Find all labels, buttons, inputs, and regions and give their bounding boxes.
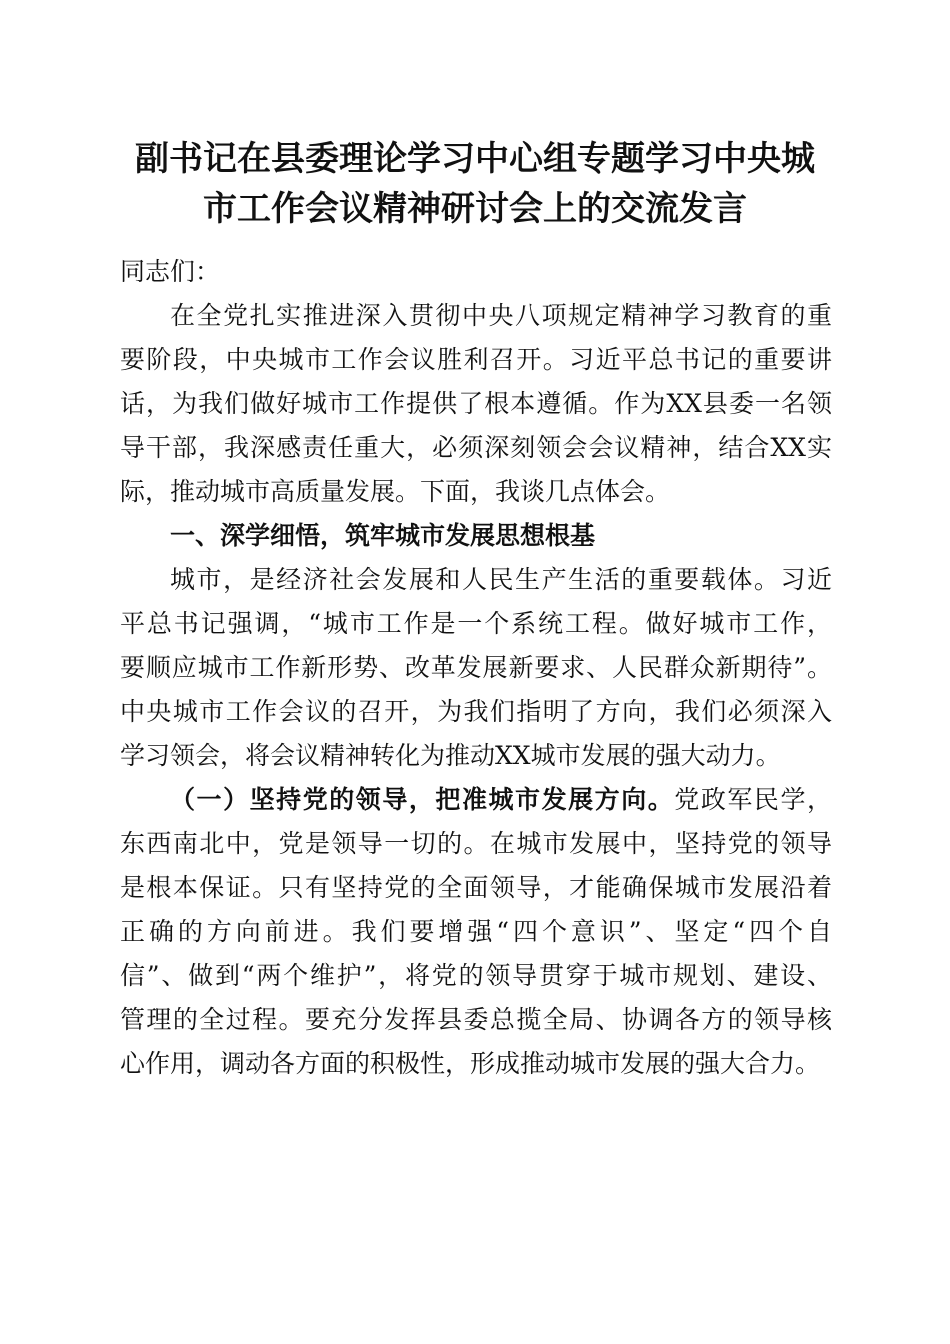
intro-line-1: 在全党扎实推进深入贯彻中央八项规定精神学习教育的重 xyxy=(170,301,832,330)
document-title xyxy=(100,134,850,234)
subsection-heading-1: （一）坚持党的领导，把准城市发展方向。 xyxy=(170,785,675,814)
subsection1-line-7: 心作用，调动各方面的积极性，形成推动城市发展的强大合力。 xyxy=(120,1049,821,1078)
intro-line-3: 话，为我们做好城市工作提供了根本遵循。作为XX县委一名领 xyxy=(120,389,832,418)
intro-line-2: 要阶段，中央城市工作会议胜利召开。习近平总书记的重要讲 xyxy=(120,345,832,374)
subsection1-line-3: 是根本保证。只有坚持党的全面领导，才能确保城市发展沿着 xyxy=(120,873,832,902)
subsection1-line-2: 东西南北中，党是领导一切的。在城市发展中，坚持党的领导 xyxy=(120,829,832,858)
subsection1-line-5: 信”、做到“两个维护”，将党的领导贯穿于城市规划、建设、 xyxy=(120,961,832,990)
document-body xyxy=(120,250,832,1086)
section1-line-4: 中央城市工作会议的召开，为我们指明了方向，我们必须深入 xyxy=(120,697,832,726)
section1-line-2: 平总书记强调，“城市工作是一个系统工程。做好城市工作， xyxy=(120,609,832,638)
title-line-2: 市工作会议精神研讨会上的交流发言 xyxy=(203,189,747,229)
section-heading-1: 一、深学细悟，筑牢城市发展思想根基 xyxy=(170,521,596,550)
subsection1-first-rest: 党政军民学， xyxy=(674,785,832,814)
intro-line-5: 际，推动城市高质量发展。下面，我谈几点体会。 xyxy=(120,477,671,506)
subsection1-line-6: 管理的全过程。要充分发挥县委总揽全局、协调各方的领导核 xyxy=(120,1005,832,1034)
salutation: 同志们： xyxy=(120,257,221,286)
intro-line-4: 导干部，我深感责任重大，必须深刻领会会议精神，结合XX实 xyxy=(120,433,832,462)
section1-line-1: 城市，是经济社会发展和人民生产生活的重要载体。习近 xyxy=(170,565,832,594)
subsection1-line-4: 正确的方向前进。我们要增强“四个意识”、坚定“四个自 xyxy=(120,917,832,946)
section1-line-5: 学习领会，将会议精神转化为推动XX城市发展的强大动力。 xyxy=(120,741,781,770)
title-line-1: 副书记在县委理论学习中心组专题学习中央城 xyxy=(135,139,815,179)
subsection1-line-1 xyxy=(120,778,832,822)
section1-line-3: 要顺应城市工作新形势、改革发展新要求、人民群众新期待”。 xyxy=(120,653,832,682)
